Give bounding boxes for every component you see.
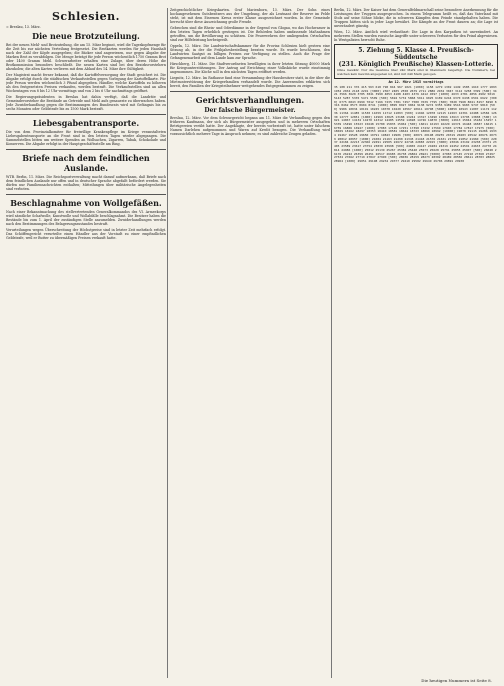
column-rule bbox=[331, 8, 332, 678]
column-left bbox=[6, 8, 166, 678]
article-paragraph: Breslau, 12. März. Vor dem Schwurgericht begann am 11. März die Verhandlung gegen den früheren Kaufmann, der sich als Bürgermeister ausgegeben und in mehreren Ortschaften Betrügereien verübt hatte. Der Angeklagte, der bereits vorbestraft ist, hatte unter falschem Namen Darlehen aufgenommen und Waren auf Kredit bezogen. Die Verhandlung wird voraussichtlich mehrere Tage in Anspruch nehmen; es sind zahlreiche Zeugen geladen. bbox=[170, 116, 330, 136]
section-title: Schlesien. bbox=[51, 10, 120, 23]
divider bbox=[6, 194, 166, 195]
divider bbox=[6, 149, 166, 150]
lottery-title: 5. Ziehung 5. Klasse 4. Preußisch-Süddeutsche bbox=[358, 47, 474, 61]
column-right bbox=[334, 8, 498, 678]
lottery-subtitle: (231. Königlich Preußische) Klassen-Lotterie. bbox=[338, 61, 494, 68]
headline-brotzuteilung: Die neue Brotzuteilung. bbox=[32, 31, 140, 41]
divider bbox=[170, 91, 330, 92]
article-paragraph: Oppeln, 12. März. Die Landwirtschaftskammer für die Provinz Schlesien hielt gestern eine Sitzung ab, in der die Frühjahrsbestellung beraten wurde. Es wurde beschlossen, den Landwirten Saatgut zu billigen Preisen zur Verfügung zu stellen. Auch die Frage der Gefangenenarbeit auf dem Lande kam zur Sprache. bbox=[170, 44, 330, 60]
column-middle bbox=[170, 8, 330, 678]
lottery-note: Ohne Gewähr. Nur die Gewinne über 240 Mark sind in Klammern beigefügt. Die Nummern, bei welchen kein Gewinn angegeben ist, sind mit 240 Mark gezogen. bbox=[337, 68, 495, 76]
lottery-results-header: Am 12. März 1915 vormittags bbox=[388, 80, 444, 85]
article-paragraph: Nach einer Bekanntmachung des stellvertretenden Generalkommandos des VI. Armeekorps wird sämtliche Schafwolle, Kunstwolle und Wollabfälle beschlagnahmt. Die Besitzer haben die Bestände bis zum 1. April der zuständigen Stelle anzumelden. Zuwiderhandlungen werden nach den Bestimmungen des Belagerungszustandes bestraft. bbox=[6, 210, 166, 226]
lottery-announcement bbox=[334, 44, 498, 79]
dateline: = Breslau, 13. März. bbox=[6, 25, 41, 29]
article-paragraph: Die von dem Provinzialkomitee für freiwillige Krankenpflege im Kriege veranstalteten Liebesgabentransporte an die Front sind in den letzten Tagen wieder abgegangen. Die Sammelstellen bitten um weitere Spenden an Wollsachen, Zigarren, Tabak, Schokolade und Konserven. Die Abgabe erfolgt in der Hauptgeschäftsstelle am Ring. bbox=[6, 130, 166, 146]
lottery-numbers: 35 108 211 376 415 563 618 790 844 967 1021 [1000] 1158 1279 1302 1449 1585 1610 1777 1893 1952 2034 2118 2291 [3000] 2367 2405 2558 2679 2711 2886 2934 3047 3112 3258 3399 [500] 3421 3566 3620 3785 3841 3990 4053 4188 4203 4376 4412 4597 [1000] 4633 4781 4856 4902 5019 5143 5287 5335 5471 5509 [500] 5694 5732 5868 5911 6025 6189 6244 6370 6438 6591 6622 [3000] 6775 6843 6999 7012 7166 7235 7381 7457 7580 7639 7795 [500] 7820 7968 8041 8157 8290 8316 8462 8573 8604 8741 [1000] 8895 8927 9062 9138 9274 9355 9489 9516 9683 9747 9810 [500] 9986 10034 10191 10245 10378 10420 10567 10611 10798 [5000] 10859 10943 11007 11172 11236 11364 11485 11530 11659 11712 11893 [500] 11946 12078 12115 12263 12391 12408 12584 12630 12777 12851 [1000] 12969 13025 13188 13242 13317 13490 13566 13613 13795 13838 [500] 13921 14067 14134 14270 14312 14485 14559 14698 14726 14870 [3000] 14913 15044 15182 15257 15339 15496 15523 15648 15780 15835 15962 [500] 16011 16193 16229 16374 16448 16587 16615 16759 16806 16947 [1000] 17083 17126 17251 17398 17432 17569 17603 17784 17817 17975 [500] 18029 18162 18297 18353 18410 18581 18644 18723 18869 18992 [10000] 19078 19115 19286 19334 19467 19528 19650 19791 19843 19906 [500] 20071 20198 20255 20319 20483 20542 20676 20739 20812 20957 [1000] 21004 21163 21290 21345 21418 21576 21631 21789 21852 21960 [500] 22037 22184 22213 22366 22491 22505 22672 22748 22883 22915 [3000] 23046 23192 23238 23371 23405 23589 23617 23754 23830 23998 [500] 24065 24127 24284 24319 24452 24591 24633 24770 24814 24986 [1000] 25012 25139 25267 25384 25440 25573 25628 25791 25855 25907 [500] 26048 26176 26222 26399 26451 26517 26685 26738 26864 26921 [5000] 27083 27145 27210 27368 27497 27534 27662 27719 27847 27990 [500] 28036 28159 28273 28302 28489 28556 28611 28783 28825 28964 [1000] 29051 29198 29234 29377 29410 29582 29649 29706 29891 29938 bbox=[334, 84, 497, 163]
article-paragraph: Der Magistrat macht ferner bekannt, daß die Kartoffelversorgung der Stadt gesichert ist. Die Abgabe erfolgt durch die städtischen Verkaufsstellen gegen Vorlegung der Kartoffelkarte. Für jede Person werden wöchentlich 3 Pfund abgegeben. Händler, welche Kartoffeln zu höheren als den festgesetzten Preisen verkaufen, werden bestraft. Die Verkaufsstellen sind an allen Wochentagen von 8 bis 12 Uhr vormittags und von 2 bis 6 Uhr nachmittags geöffnet. bbox=[6, 73, 166, 93]
divider bbox=[6, 114, 166, 115]
article-paragraph: Hirschberg, 11. März. Die Stadtverordneten bewilligten in ihrer letzten Sitzung 40000 Mark für Kriegsunterstützungen. Der Antrag auf Errichtung einer Volksküche wurde einstimmig angenommen. Die Küche soll in den nächsten Tagen eröffnet werden. bbox=[170, 62, 330, 74]
article-paragraph: Verurteilungen wegen Überschreitung der Höchstpreise sind in letzter Zeit mehrfach erfolgt. Das Schöffengericht verurteilte einen Händler aus der Vorstadt zu einer empfindlichen Geldstrafe, weil er Butter zu übermäßigen Preisen verkauft hatte. bbox=[6, 228, 166, 240]
page-footer: Die heutigen Nummern ist Seite 8. bbox=[421, 678, 492, 683]
article-paragraph: Berlin, 12. März. Der Kaiser hat dem Generalfeldmarschall seine besondere Anerkennung für die Leistungen der Truppen ausgesprochen. In einem Telegramm heißt es, daß das Vaterland mit Stolz auf seine Söhne blicke, die in schweren Kämpfen dem Feinde standgehalten haben. Die Truppen hätten sich in jeder Lage bewährt. Die Kämpfe an der Front dauern an; die Lage ist unverändert günstig. bbox=[334, 8, 498, 28]
article-paragraph: Die Regierungspräsidenten in Breslau hat dahin verfügt, daß die Landräte und Gemeindevorsteher die Bestände an Getreide und Mehl aufs genaueste zu überwachen haben. Jede Zuwiderhandlung gegen die Bestimmungen des Bundesrats wird mit Gefängnis bis zu sechs Monaten oder Geldstrafe bis zu 1500 Mark bestraft. bbox=[6, 95, 166, 111]
article-paragraph: Gebrochen sind die Rhein- und Oderdämme in der Gegend von Glogau, wo das Hochwasser in den letzten Tagen erheblich gestiegen ist. Die Behörden haben umfassende Maßnahmen getroffen, um die Bevölkerung zu schützen. Die Feuerwehren der umliegenden Ortschaften sind zur Hilfeleistung herbeigeeilt. bbox=[170, 26, 330, 42]
article-paragraph: Zeitgeschichtlicher Kriegskarten. Graf Marienborn, 13. März. Der Sohn eines hochangesehenen Gutsbesitzers aus der Umgebung, der als Leutnant der Reserve im Felde steht, ist mit dem Eisernen Kreuz erster Klasse ausgezeichnet worden. In der Gemeinde herrscht über diese Auszeichnung große Freude. bbox=[170, 8, 330, 24]
article-paragraph: Bei der neuen Mehl- und Brotzuteilung, die am 15. März beginnt, wird die Tageskopfmenge für die Zeit bis zur nächsten Verteilung festgesetzt. Die Brotkarten werden für jeden Haushalt nach der Zahl der Köpfe ausgegeben; die Bäcker sind angewiesen, nur gegen Abgabe der Marken Brot zu verabfolgen. Die Menge beträgt für jede Person wöchentlich 1750 Gramm Brot oder 1400 Gramm Mehl. Schwerarbeiter erhalten eine Zulage, über deren Höhe die Brotkommission besonders beschließt. Die neuen Karten sind bei den Bezirksvorstehern abzuholen; die alten Karten verlieren mit dem Ablauf des 14. März ihre Gültigkeit. bbox=[6, 43, 166, 71]
lottery-results bbox=[334, 81, 498, 163]
article-paragraph: Wien, 12. März. Amtlich wird verlautbart: Die Lage in den Karpathen ist unverändert. An mehreren Stellen wurden russische Angriffe unter schweren Verlusten für den Feind abgewiesen. In Westgalizien herrscht Ruhe. bbox=[334, 30, 498, 42]
subheadline: Der falsche Bürgermeister. bbox=[204, 107, 296, 114]
article-paragraph: Liegnitz, 12. März. Im Rathause fand eine Versammlung der Hausbesitzer statt, in der über die Mietsunterstützung der Kriegerfamilien verhandelt wurde. Die Anwesenden erklärten sich bereit, den Familien der Kriegsteilnehmer weitgehendes Entgegenkommen zu zeigen. bbox=[170, 76, 330, 88]
column-rule bbox=[167, 8, 168, 678]
headline-liebesgaben: Liebesgabentransporte. bbox=[32, 118, 140, 128]
article-paragraph: WTB. Berlin, 11. März. Die Reichspostverwaltung macht darauf aufmerksam, daß Briefe nach dem feindlichen Auslande nur offen und in deutscher Sprache abgefaßt befördert werden. Sie dürfen nur Familiennachrichten enthalten; Mitteilungen über militärische Angelegenheiten sind verboten. bbox=[6, 175, 166, 191]
headline-gerichtsverhandlungen: Gerichtsverhandlungen. bbox=[195, 95, 305, 105]
headline-briefe: Briefe nach dem feindlichen Auslande. bbox=[22, 153, 150, 173]
headline-beschlagnahme: Beschlagnahme von Wollgefäßen. bbox=[10, 198, 162, 208]
